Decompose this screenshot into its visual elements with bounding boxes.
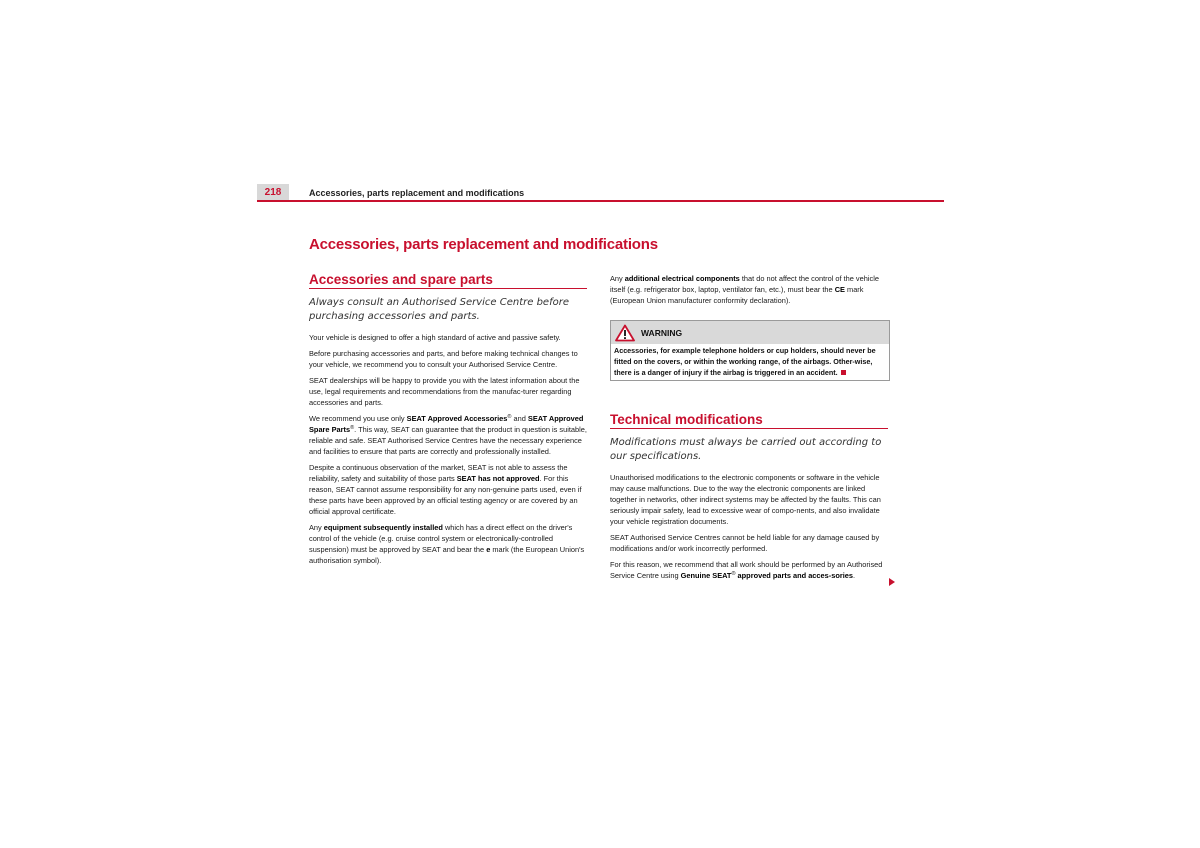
page-number: 218: [257, 184, 289, 201]
paragraph: Before purchasing accessories and parts, and before making technical changes to your vehicle, we recommend you to consult your Authorised Service Centre.: [309, 349, 578, 369]
section-intro-technical: Modifications must always be carried out according to our specifications.: [610, 437, 882, 462]
warning-header: [611, 321, 889, 344]
left-column: [309, 272, 587, 571]
paragraph: SEAT Authorised Service Centres cannot be held liable for any damage caused by modifications and/or work incorrectly performed.: [610, 533, 880, 553]
section-title-technical-modifications: Technical modifications: [610, 412, 888, 429]
paragraph: Your vehicle is designed to offer a high standard of active and passive safety.: [309, 333, 561, 342]
section-title-accessories: Accessories and spare parts: [309, 272, 587, 289]
paragraph: SEAT dealerships will be happy to provide you with the latest information about the use, legal requirements and recommendations from the manufac-turer regarding accessories and parts.: [309, 376, 580, 407]
paragraph: For this reason, we recommend that all work should be performed by an Authorised Service Centre using Genuine SEAT® approved parts and acces-sories.: [610, 560, 883, 580]
page-title: Accessories, parts replacement and modifications: [309, 236, 658, 253]
paragraph: Despite a continuous observation of the market, SEAT is not able to assess the reliability, safety and suitability of those parts SEAT has not approved. For this reason, SEAT cannot assume responsibility for any non-genuine parts used, even if these parts have been approved by an official testing agency or are covered by an official approval certificate.: [309, 463, 582, 516]
header-divider: [257, 200, 944, 202]
paragraph: Any equipment subsequently installed which has a direct effect on the driver's control of the vehicle (e.g. cruise control system or electronically-controlled suspension) must be approved by SEAT and bear the e mark (the European Union's authorisation symbol).: [309, 523, 585, 565]
warning-label: WARNING: [641, 327, 683, 338]
continue-arrow-icon: [889, 578, 895, 586]
running-header-title: Accessories, parts replacement and modifications: [309, 188, 525, 198]
right-column: [610, 273, 888, 586]
paragraph: Unauthorised modifications to the electronic components or software in the vehicle may cause malfunctions. Due to the way the electronic components are linked together in networks, other indirect systems may be affected by the faults. This can seriously impair safety, lead to excessive wear of compo-nents, and also invalidate your vehicle registration documents.: [610, 473, 881, 526]
warning-triangle-icon: [615, 324, 635, 342]
end-of-section-icon: [841, 370, 846, 375]
section-intro-accessories: Always consult an Authorised Service Centre before purchasing accessories and parts.: [309, 297, 569, 322]
paragraph: Any additional electrical components that do not affect the control of the vehicle itself (e.g. refrigerator box, laptop, ventilator fan, etc.), must bear the CE mark (European Union manufacturer conformity declaration).: [610, 274, 879, 305]
paragraph: We recommend you use only SEAT Approved Accessories® and SEAT Approved Spare Parts®. This way, SEAT can guarantee that the product in question is suitable, reliable and safe. SEAT Authorised Service Centres have the necessary experience and facilities to ensure that parts are correctly and professionally installed.: [309, 414, 587, 456]
warning-box: [610, 320, 890, 381]
warning-text: Accessories, for example telephone holders or cup holders, should never be fitted on the covers, or within the working range, of the airbags. Other-wise, there is a danger of injury if the airbag is triggered in an accident.: [614, 346, 876, 377]
